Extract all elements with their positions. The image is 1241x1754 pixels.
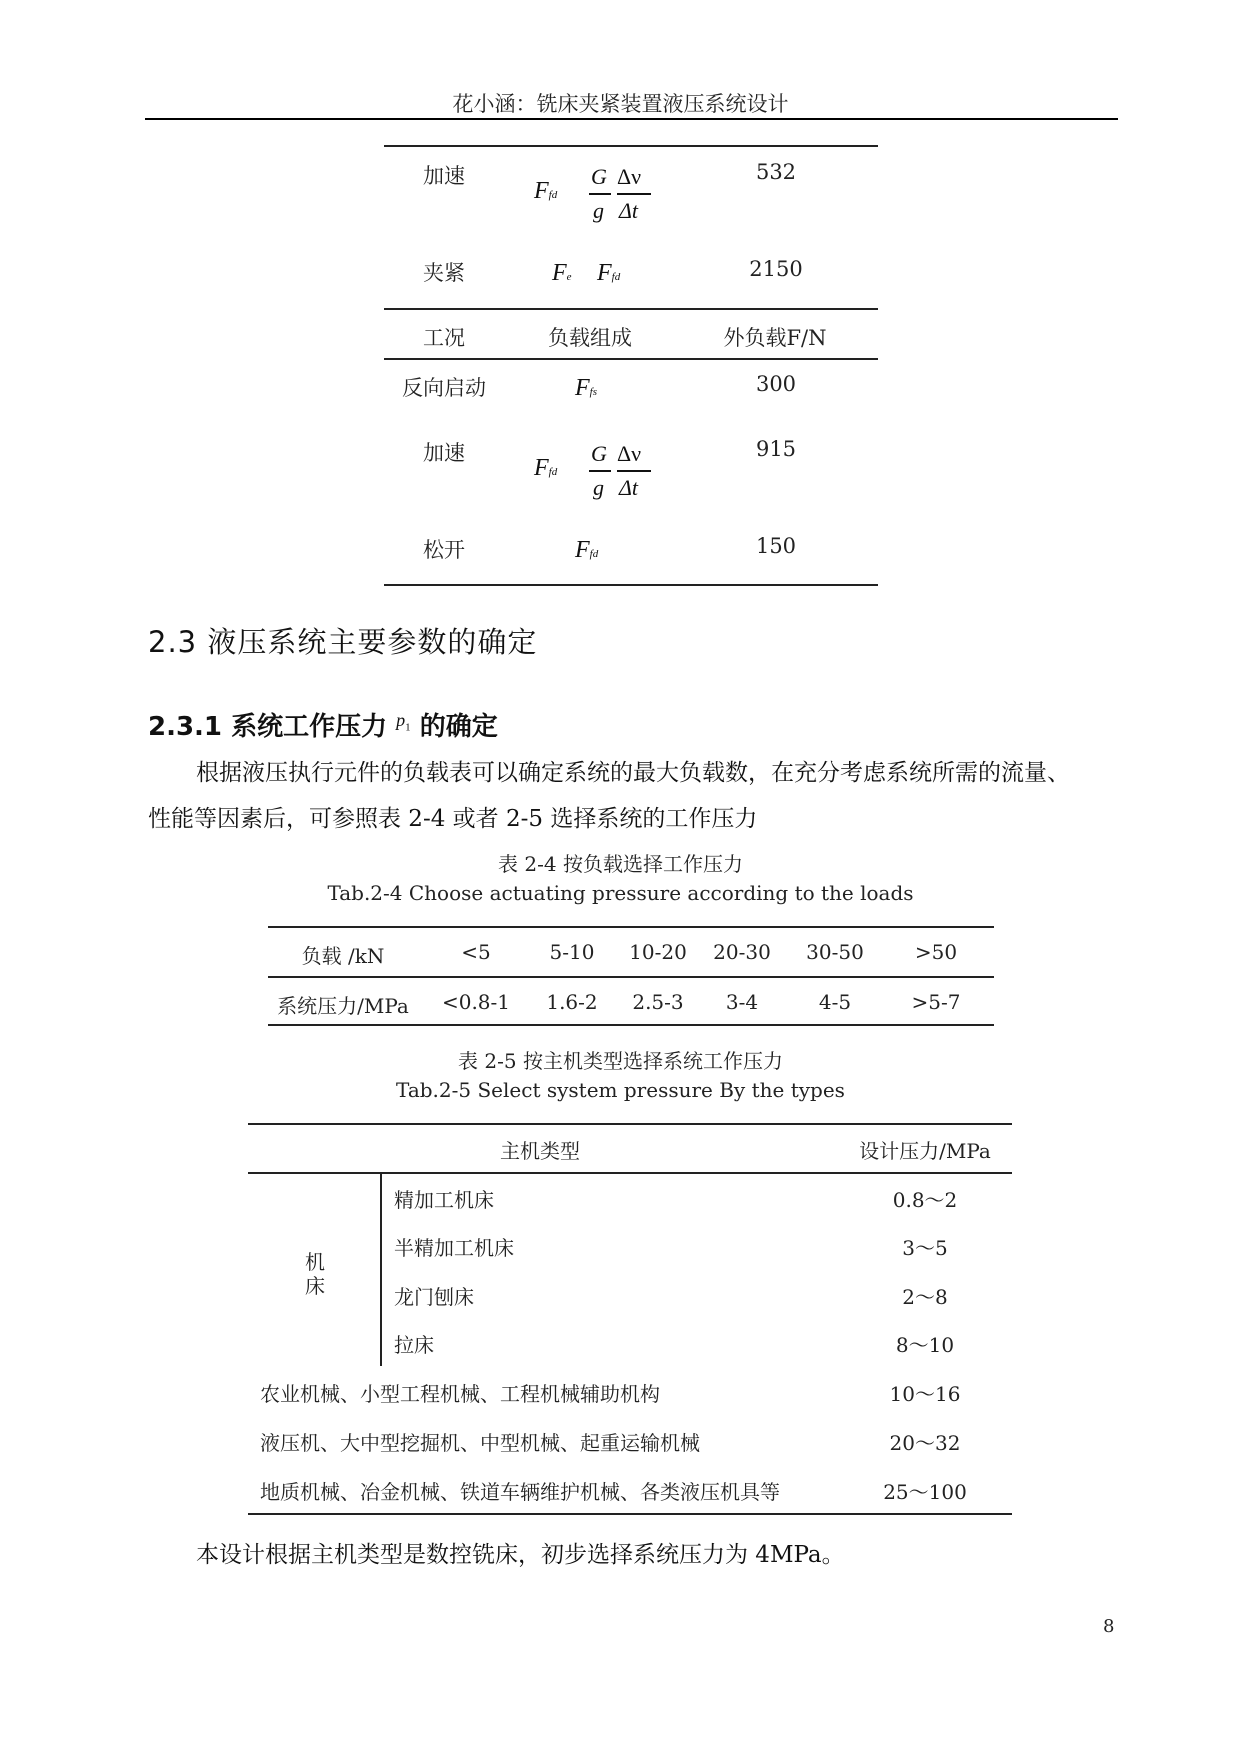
subsection-heading (148, 706, 498, 743)
pressure-symbol: p1 (396, 710, 411, 734)
machine-type: 龙门刨床 (394, 1285, 474, 1309)
fraction-g-dv-dt: G g Δν Δt (589, 437, 649, 507)
machine-type: 精加工机床 (394, 1188, 494, 1212)
formula-fd: Ffd (534, 455, 558, 481)
table-cell: 4-5 (818, 990, 852, 1014)
machine-type: 半精加工机床 (394, 1236, 514, 1260)
table-rule (248, 1172, 1012, 1174)
column-header-type: 主机类型 (500, 1139, 580, 1163)
column-header-load: 外负载F/N (723, 326, 827, 350)
condition-cell: 松开 (423, 538, 465, 562)
formula-fd: Ffd (597, 260, 621, 286)
load-value: 532 (755, 160, 797, 184)
column-header-composition: 负载组成 (548, 326, 632, 350)
load-value: 300 (755, 372, 797, 396)
table-cell: <0.8-1 (441, 990, 511, 1014)
header-rule (145, 118, 1118, 120)
design-pressure: 0.8～2 (892, 1188, 958, 1212)
table-cell: 1.6-2 (546, 990, 598, 1014)
machine-type: 地质机械、冶金机械、铁道车辆维护机械、各类液压机具等 (260, 1480, 780, 1504)
load-value: 2150 (749, 257, 803, 281)
subheading-suffix: 的确定 (419, 712, 498, 742)
table-caption-en: Tab.2-5 Select system pressure By the types (396, 1078, 845, 1102)
machine-type: 拉床 (394, 1333, 434, 1357)
design-pressure: 3～5 (902, 1236, 948, 1260)
load-value: 915 (755, 437, 797, 461)
page-number: 8 (1103, 1616, 1115, 1637)
table-rule (384, 145, 878, 147)
machine-type: 农业机械、小型工程机械、工程机械辅助机构 (260, 1382, 660, 1406)
condition-cell: 加速 (423, 164, 465, 188)
table-rule (248, 1513, 1012, 1515)
table-caption-cn: 表 2-4 按负载选择工作压力 (498, 852, 743, 876)
design-pressure: 20～32 (889, 1431, 961, 1455)
conclusion-text: 本设计根据主机类型是数控铣床，初步选择系统压力为 4MPa。 (196, 1542, 845, 1568)
design-pressure: 8～10 (895, 1333, 955, 1357)
subheading-prefix: 2.3.1 系统工作压力 (148, 712, 388, 742)
formula-fd: Ffd (575, 537, 599, 563)
fraction-g-dv-dt: G g Δν Δt (589, 160, 649, 230)
table-cell: 3-4 (725, 990, 759, 1014)
table-rule (384, 584, 878, 586)
condition-cell: 加速 (423, 441, 465, 465)
load-value: 150 (755, 534, 797, 558)
table-rule (248, 1123, 1012, 1125)
machine-type: 液压机、大中型挖掘机、中型机械、起重运输机械 (260, 1431, 700, 1455)
table-cell: >50 (914, 940, 958, 964)
group-divider (380, 1172, 382, 1366)
formula-fs: Ffs (575, 375, 598, 401)
table-rule (268, 1024, 994, 1026)
table-cell: <5 (461, 940, 491, 964)
table-cell: >5-7 (911, 990, 961, 1014)
paragraph-line: 根据液压执行元件的负载表可以确定系统的最大负载数，在充分考虑系统所需的流量、 (196, 760, 1070, 786)
paragraph-line: 性能等因素后，可参照表 2-4 或者 2-5 选择系统的工作压力 (148, 806, 758, 832)
section-heading: 2.3 液压系统主要参数的确定 (148, 625, 538, 659)
column-header-pressure: 设计压力/MPa (859, 1139, 991, 1163)
design-pressure: 10～16 (889, 1382, 961, 1406)
condition-cell: 反向启动 (402, 376, 486, 400)
table-cell: 系统压力/MPa (277, 994, 409, 1018)
group-label: 机 (305, 1250, 325, 1274)
table-cell: 20-30 (713, 940, 771, 964)
design-pressure: 25～100 (883, 1480, 967, 1504)
table-rule (268, 926, 994, 928)
design-pressure: 2～8 (902, 1285, 948, 1309)
table-cell: 负载 /kN (301, 944, 385, 968)
table-cell: 10-20 (629, 940, 687, 964)
group-label: 床 (305, 1274, 325, 1298)
formula-fd: Ffd (534, 178, 558, 204)
column-header-condition: 工况 (423, 326, 465, 350)
table-caption-cn: 表 2-5 按主机类型选择系统工作压力 (458, 1049, 783, 1073)
table-caption-en: Tab.2-4 Choose actuating pressure according to the loads (327, 881, 914, 905)
running-header: 花小涵：铣床夹紧装置液压系统设计 (452, 92, 789, 116)
condition-cell: 夹紧 (423, 261, 465, 285)
table-cell: 2.5-3 (632, 990, 684, 1014)
table-cell: 30-50 (806, 940, 864, 964)
table-rule (384, 358, 878, 360)
table-rule (384, 308, 878, 310)
table-rule (268, 976, 994, 978)
table-cell: 5-10 (549, 940, 595, 964)
formula-fe: Fe (552, 260, 572, 286)
